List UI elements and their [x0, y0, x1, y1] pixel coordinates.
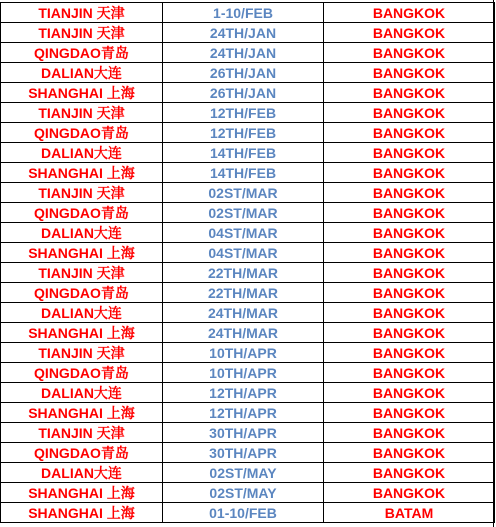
destination-cell[interactable]: BANGKOK — [324, 163, 495, 183]
destination-cell[interactable]: BANGKOK — [324, 203, 495, 223]
schedule-table-body — [1, 3, 495, 523]
date-cell[interactable]: 24TH/MAR — [163, 323, 324, 343]
date-cell[interactable]: 24TH/JAN — [163, 43, 324, 63]
destination-cell[interactable]: BANGKOK — [324, 383, 495, 403]
origin-cell[interactable]: SHANGHAI 上海 — [1, 403, 163, 423]
destination-cell[interactable]: BANGKOK — [324, 63, 495, 83]
destination-cell[interactable]: BANGKOK — [324, 343, 495, 363]
table-row — [1, 3, 495, 23]
origin-cell[interactable]: QINGDAO青岛 — [1, 443, 163, 463]
origin-cell[interactable]: SHANGHAI 上海 — [1, 163, 163, 183]
table-row — [1, 343, 495, 363]
origin-cell[interactable]: DALIAN大连 — [1, 143, 163, 163]
origin-cell[interactable]: DALIAN大连 — [1, 223, 163, 243]
table-row — [1, 423, 495, 443]
origin-cell[interactable]: SHANGHAI 上海 — [1, 243, 163, 263]
destination-cell[interactable]: BANGKOK — [324, 223, 495, 243]
origin-cell[interactable]: SHANGHAI 上海 — [1, 83, 163, 103]
date-cell[interactable]: 30TH/APR — [163, 443, 324, 463]
destination-cell[interactable]: BANGKOK — [324, 263, 495, 283]
destination-cell[interactable]: BANGKOK — [324, 183, 495, 203]
table-row — [1, 63, 495, 83]
date-cell[interactable]: 14TH/FEB — [163, 143, 324, 163]
destination-cell[interactable]: BANGKOK — [324, 423, 495, 443]
destination-cell[interactable]: BANGKOK — [324, 23, 495, 43]
date-cell[interactable]: 12TH/APR — [163, 383, 324, 403]
date-cell[interactable]: 10TH/APR — [163, 363, 324, 383]
table-row — [1, 403, 495, 423]
table-row — [1, 263, 495, 283]
destination-cell[interactable]: BANGKOK — [324, 3, 495, 23]
origin-cell[interactable]: DALIAN大连 — [1, 463, 163, 483]
date-cell[interactable]: 02ST/MAY — [163, 483, 324, 503]
destination-cell[interactable]: BATAM — [324, 503, 495, 523]
date-cell[interactable]: 02ST/MAR — [163, 203, 324, 223]
table-row — [1, 503, 495, 523]
table-row — [1, 243, 495, 263]
destination-cell[interactable]: BANGKOK — [324, 283, 495, 303]
date-cell[interactable]: 12TH/FEB — [163, 103, 324, 123]
date-cell[interactable]: 24TH/JAN — [163, 23, 324, 43]
table-row — [1, 23, 495, 43]
table-row — [1, 163, 495, 183]
date-cell[interactable]: 01-10/FEB — [163, 503, 324, 523]
destination-cell[interactable]: BANGKOK — [324, 483, 495, 503]
table-row — [1, 183, 495, 203]
origin-cell[interactable]: TIANJIN 天津 — [1, 3, 163, 23]
destination-cell[interactable]: BANGKOK — [324, 443, 495, 463]
table-row — [1, 383, 495, 403]
table-row — [1, 143, 495, 163]
date-cell[interactable]: 1-10/FEB — [163, 3, 324, 23]
table-row — [1, 303, 495, 323]
origin-cell[interactable]: SHANGHAI 上海 — [1, 483, 163, 503]
date-cell[interactable]: 02ST/MAR — [163, 183, 324, 203]
origin-cell[interactable]: SHANGHAI 上海 — [1, 323, 163, 343]
date-cell[interactable]: 26TH/JAN — [163, 63, 324, 83]
date-cell[interactable]: 12TH/APR — [163, 403, 324, 423]
sailing-schedule-table — [0, 2, 495, 523]
date-cell[interactable]: 14TH/FEB — [163, 163, 324, 183]
destination-cell[interactable]: BANGKOK — [324, 403, 495, 423]
destination-cell[interactable]: BANGKOK — [324, 463, 495, 483]
date-cell[interactable]: 22TH/MAR — [163, 263, 324, 283]
date-cell[interactable]: 22TH/MAR — [163, 283, 324, 303]
destination-cell[interactable]: BANGKOK — [324, 323, 495, 343]
origin-cell[interactable]: DALIAN大连 — [1, 63, 163, 83]
table-row — [1, 203, 495, 223]
table-row — [1, 363, 495, 383]
destination-cell[interactable]: BANGKOK — [324, 83, 495, 103]
table-row — [1, 443, 495, 463]
destination-cell[interactable]: BANGKOK — [324, 43, 495, 63]
destination-cell[interactable]: BANGKOK — [324, 363, 495, 383]
date-cell[interactable]: 26TH/JAN — [163, 83, 324, 103]
date-cell[interactable]: 24TH/MAR — [163, 303, 324, 323]
destination-cell[interactable]: BANGKOK — [324, 303, 495, 323]
table-row — [1, 283, 495, 303]
date-cell[interactable]: 30TH/APR — [163, 423, 324, 443]
origin-cell[interactable]: DALIAN大连 — [1, 383, 163, 403]
origin-cell[interactable]: TIANJIN 天津 — [1, 183, 163, 203]
sheet-right-border — [493, 0, 494, 527]
origin-cell[interactable]: QINGDAO青岛 — [1, 43, 163, 63]
origin-cell[interactable]: TIANJIN 天津 — [1, 103, 163, 123]
origin-cell[interactable]: QINGDAO青岛 — [1, 363, 163, 383]
destination-cell[interactable]: BANGKOK — [324, 243, 495, 263]
date-cell[interactable]: 10TH/APR — [163, 343, 324, 363]
table-row — [1, 103, 495, 123]
origin-cell[interactable]: QINGDAO青岛 — [1, 203, 163, 223]
origin-cell[interactable]: TIANJIN 天津 — [1, 423, 163, 443]
table-row — [1, 323, 495, 343]
origin-cell[interactable]: TIANJIN 天津 — [1, 263, 163, 283]
date-cell[interactable]: 04ST/MAR — [163, 243, 324, 263]
destination-cell[interactable]: BANGKOK — [324, 103, 495, 123]
origin-cell[interactable]: TIANJIN 天津 — [1, 343, 163, 363]
destination-cell[interactable]: BANGKOK — [324, 123, 495, 143]
table-row — [1, 223, 495, 243]
origin-cell[interactable]: TIANJIN 天津 — [1, 23, 163, 43]
origin-cell[interactable]: SHANGHAI 上海 — [1, 503, 163, 523]
table-row — [1, 83, 495, 103]
table-row — [1, 463, 495, 483]
date-cell[interactable]: 02ST/MAY — [163, 463, 324, 483]
table-row — [1, 483, 495, 503]
origin-cell[interactable]: DALIAN大连 — [1, 303, 163, 323]
destination-cell[interactable]: BANGKOK — [324, 143, 495, 163]
table-row — [1, 43, 495, 63]
origin-cell[interactable]: QINGDAO青岛 — [1, 123, 163, 143]
origin-cell[interactable]: QINGDAO青岛 — [1, 283, 163, 303]
table-row — [1, 123, 495, 143]
date-cell[interactable]: 04ST/MAR — [163, 223, 324, 243]
date-cell[interactable]: 12TH/FEB — [163, 123, 324, 143]
